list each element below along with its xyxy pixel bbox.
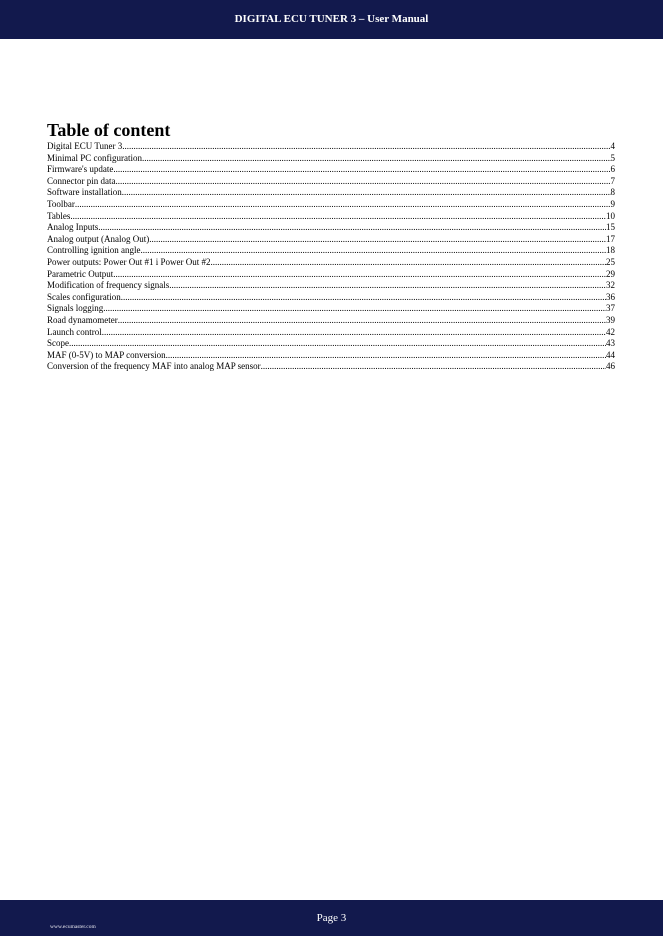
toc-entry-page: 37: [606, 303, 615, 314]
toc-entry-page: 42: [606, 326, 615, 337]
toc-entry[interactable]: [47, 164, 615, 176]
toc-entry-page: 17: [606, 233, 615, 244]
toc-entry[interactable]: [47, 176, 615, 188]
toc-entry-title: Analog Inputs: [47, 222, 99, 233]
toc-entry-title: Launch control: [47, 326, 102, 337]
toc-entry[interactable]: [47, 211, 615, 223]
toc-leader-dots: [70, 211, 606, 223]
toc-entry[interactable]: [47, 292, 615, 304]
toc-entry[interactable]: [47, 199, 615, 211]
toc-entry-title: Conversion of the frequency MAF into analog MAP sensor: [47, 361, 261, 372]
toc-entry-title: Scales configuration: [47, 291, 121, 302]
toc-entry-page: 5: [610, 152, 615, 163]
toc-leader-dots: [118, 315, 606, 327]
toc-leader-dots: [211, 257, 607, 269]
toc-entry-page: 43: [606, 338, 615, 349]
toc-entry-page: 6: [610, 164, 615, 175]
toc-leader-dots: [121, 292, 606, 304]
toc-entry-title: Signals logging: [47, 303, 104, 314]
toc-entry[interactable]: [47, 245, 615, 257]
toc-leader-dots: [169, 280, 606, 292]
table-of-contents: [47, 141, 615, 373]
toc-entry[interactable]: [47, 269, 615, 281]
toc-entry-page: 9: [610, 198, 615, 209]
toc-entry-page: 46: [606, 361, 615, 372]
page-footer-bar: [0, 900, 663, 936]
toc-entry-page: 36: [606, 291, 615, 302]
toc-entry-page: 32: [606, 280, 615, 291]
toc-entry[interactable]: [47, 234, 615, 246]
toc-entry[interactable]: [47, 315, 615, 327]
toc-entry-title: Controlling ignition angle: [47, 245, 141, 256]
toc-heading: Table of content: [47, 120, 171, 140]
toc-entry-title: Tables: [47, 210, 71, 221]
page-header-bar: [0, 0, 663, 39]
toc-entry-title: Analog output (Analog Out): [47, 233, 150, 244]
toc-leader-dots: [122, 187, 611, 199]
toc-entry-title: Modification of frequency signals: [47, 280, 170, 291]
toc-entry[interactable]: [47, 257, 615, 269]
toc-leader-dots: [69, 338, 606, 350]
toc-entry-title: Toolbar: [47, 198, 75, 209]
toc-entry-page: 7: [610, 175, 615, 186]
toc-entry-page: 39: [606, 314, 615, 325]
toc-entry-page: 18: [606, 245, 615, 256]
toc-entry[interactable]: [47, 327, 615, 339]
toc-entry-title: Parametric Output: [47, 268, 114, 279]
toc-entry-title: Road dynamometer: [47, 314, 118, 325]
toc-entry[interactable]: [47, 153, 615, 165]
toc-leader-dots: [141, 245, 607, 257]
toc-entry[interactable]: [47, 361, 615, 373]
toc-entry-page: 44: [606, 349, 615, 360]
toc-entry-page: 10: [606, 210, 615, 221]
toc-leader-dots: [142, 153, 611, 165]
toc-entry[interactable]: [47, 350, 615, 362]
toc-leader-dots: [149, 234, 606, 246]
toc-entry-page: 4: [610, 141, 615, 151]
toc-entry[interactable]: [47, 222, 615, 234]
website-url: www.ecumaster.com: [50, 924, 96, 930]
toc-entry-title: Digital ECU Tuner 3: [47, 141, 123, 151]
toc-leader-dots: [115, 176, 610, 188]
toc-entry-title: Power outputs: Power Out #1 i Power Out #2: [47, 256, 211, 267]
toc-entry[interactable]: [47, 280, 615, 292]
toc-entry[interactable]: [47, 303, 615, 315]
toc-leader-dots: [103, 303, 606, 315]
toc-entry[interactable]: [47, 338, 615, 350]
toc-entry[interactable]: [47, 141, 615, 153]
toc-entry-title: Software installation: [47, 187, 122, 198]
toc-leader-dots: [166, 350, 606, 362]
document-title: DIGITAL ECU TUNER 3 – User Manual: [234, 13, 429, 25]
toc-leader-dots: [102, 327, 606, 339]
toc-entry-title: Scope: [47, 338, 69, 349]
toc-leader-dots: [261, 361, 606, 373]
toc-entry[interactable]: [47, 187, 615, 199]
toc-entry-title: Minimal PC configuration: [47, 152, 142, 163]
page-number: Page 3: [316, 912, 347, 924]
toc-entry-title: Connector pin data: [47, 175, 116, 186]
toc-leader-dots: [75, 199, 611, 211]
toc-entry-title: Firmware's update: [47, 164, 114, 175]
toc-leader-dots: [113, 269, 606, 281]
toc-entry-page: 8: [610, 187, 615, 198]
toc-entry-page: 25: [606, 256, 615, 267]
toc-entry-page: 29: [606, 268, 615, 279]
toc-leader-dots: [122, 141, 610, 153]
toc-entry-title: MAF (0-5V) to MAP conversion: [47, 349, 166, 360]
toc-leader-dots: [113, 164, 610, 176]
toc-entry-page: 15: [606, 222, 615, 233]
toc-leader-dots: [98, 222, 606, 234]
